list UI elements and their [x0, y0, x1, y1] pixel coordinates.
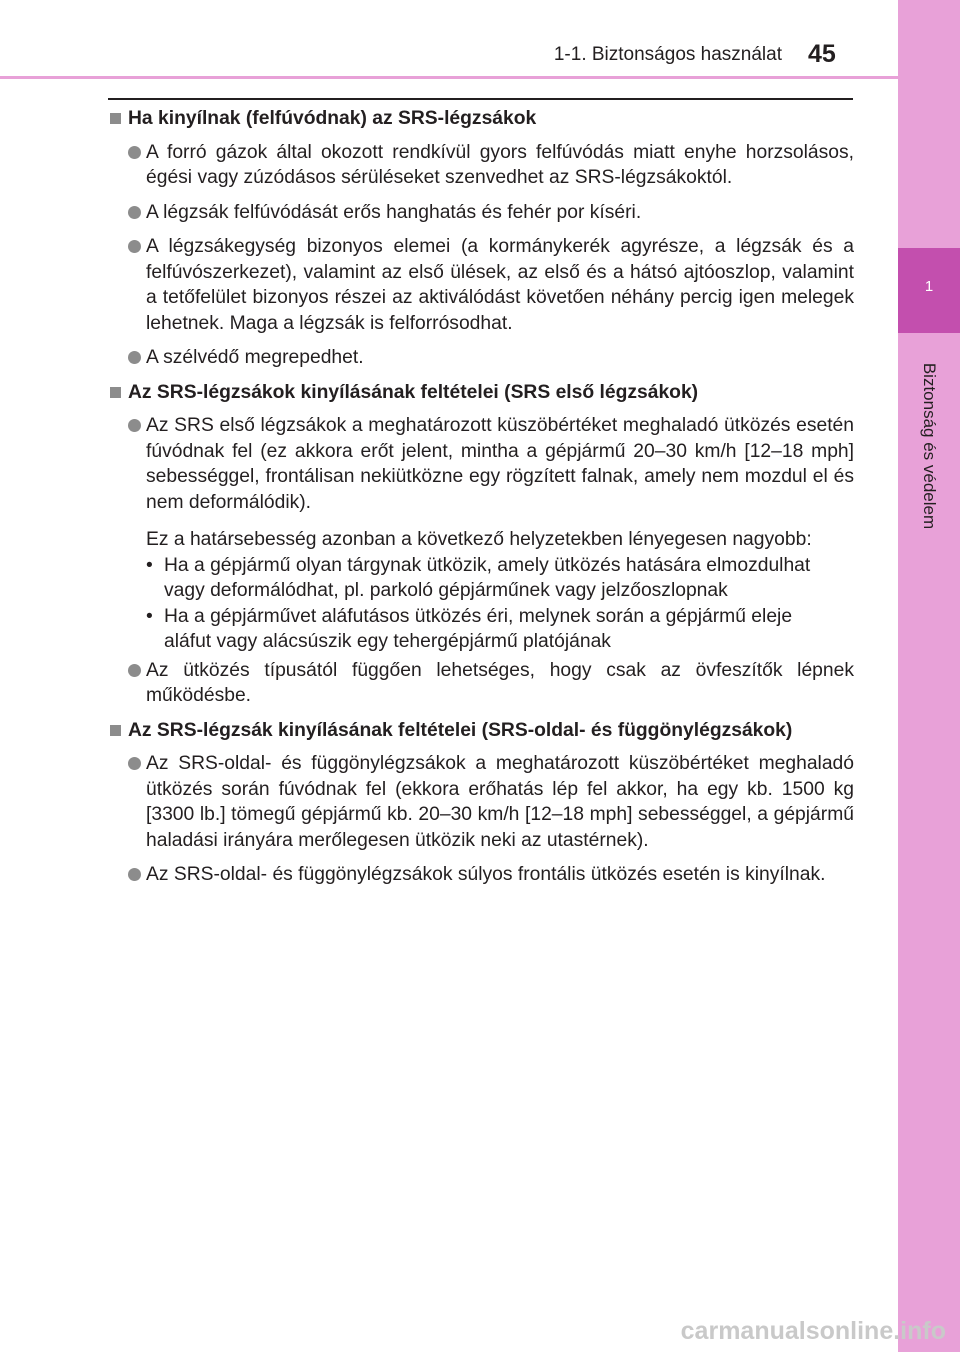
list-item — [110, 345, 854, 371]
list-item — [110, 751, 854, 853]
list-item — [110, 862, 854, 888]
list-item — [110, 234, 854, 336]
list-item-text: A légzsákegység bizonyos elemei (a kormánykerék agyrésze, a légzsák és a felfúvószerkezet), valamint az első ülések, az első és a hátsó ajtóoszlop, valamint a tetőfelület bizonyos részei az aktiválódást követően néhány percig igen melegek lehetnek. Maga a légzsák is felforrósodhat. — [146, 236, 854, 334]
side-tab — [898, 0, 960, 1352]
watermark: carmanualsonline.info — [680, 1317, 946, 1345]
list-item-text: Az SRS-oldal- és függönylégzsákok a meghatározott küszöbértéket meghaladó ütközés során fúvódnak fel (ekkora erőhatás lép fel akkor, ha egy kb. 1500 kg [3300 lb.] tömegű gépjármű kb. 20–30 km/h [12–18 mph] sebességgel, a gépjármű haladási irányára merőlegesen ütközik neki az utastérnek). — [146, 753, 854, 851]
page-number: 45 — [808, 40, 836, 68]
side-tab-chapter-number: 1 — [924, 278, 934, 295]
round-bullet-icon — [128, 757, 141, 770]
square-bullet-icon — [110, 113, 121, 124]
section-heading-text: Az SRS-légzsákok kinyílásának feltételei (SRS első légzsákok) — [128, 381, 699, 403]
sub-list-item-text: Ha a gépjármű olyan tárgynak ütközik, amely ütközés hatására elmozdulhat vagy deformálódhat, pl. parkoló gépjárműnek vagy jelzőoszlopnak — [164, 554, 811, 601]
content-top-rule — [108, 98, 853, 100]
round-bullet-icon — [128, 419, 141, 432]
list-item-text: Az ütközés típusától függően lehetséges, hogy csak az övfeszítők lépnek működésbe. — [146, 659, 854, 706]
header-rule — [0, 76, 898, 79]
square-bullet-icon — [110, 387, 121, 398]
round-bullet-icon — [128, 240, 141, 253]
round-bullet-icon — [128, 351, 141, 364]
section-heading — [110, 380, 854, 406]
list-item-text: Az SRS első légzsákok a meghatározott küszöbértéket meghaladó ütközés esetén fúvódnak fel (ez akkora erőt jelent, mintha a gépjármű 20–30 km/h [12–18 mph] sebességgel, frontálisan nekiütközne egy rögzített falnak, amely nem mozdul el és nem deformálódik). — [146, 415, 854, 513]
note-paragraph: Ez a határsebesség azonban a következő helyzetekben lényegesen nagyobb: — [146, 529, 812, 550]
round-bullet-icon — [128, 868, 141, 881]
list-item — [110, 200, 854, 226]
list-item-text: A légzsák felfúvódását erős hanghatás és fehér por kíséri. — [146, 201, 642, 223]
section-heading-text: Az SRS-légzsák kinyílásának feltételei (SRS-oldal- és függönylégzsákok) — [128, 719, 793, 741]
list-item — [110, 413, 854, 515]
sub-list-item-text: Ha a gépjárművet aláfutásos ütközés éri, melynek során a gépjármű eleje aláfut vagy alácsúszik egy tehergépjármű platójának — [164, 605, 793, 652]
square-bullet-icon — [110, 725, 121, 736]
list-item-text: Az SRS-oldal- és függönylégzsákok súlyos frontális ütközés esetén is kinyílnak. — [146, 864, 826, 885]
side-tab-chapter-label: Biztonság és védelem — [920, 362, 939, 530]
sub-bullet-icon: • — [146, 554, 153, 576]
list-item — [110, 658, 854, 709]
sub-list-item — [110, 604, 854, 655]
sub-bullet-icon: • — [146, 605, 153, 627]
list-item-text: A forró gázok által okozott rendkívül gyors felfúvódás miatt enyhe horzsolásos, égési vagy zúzódásos sérüléseket szenvedhet az SRS-légzsákoktól. — [146, 141, 854, 188]
chapter-title: 1-1. Biztonságos használat — [553, 44, 782, 65]
section-heading — [110, 718, 854, 744]
round-bullet-icon — [128, 146, 141, 159]
round-bullet-icon — [128, 206, 141, 219]
page-content — [110, 106, 854, 897]
section-heading-text: Ha kinyílnak (felfúvódnak) az SRS-légzsákok — [128, 108, 537, 129]
list-item-text: A szélvédő megrepedhet. — [146, 347, 364, 368]
section-heading — [110, 106, 854, 132]
round-bullet-icon — [128, 664, 141, 677]
list-item — [110, 140, 854, 191]
sub-list-item — [110, 553, 854, 604]
